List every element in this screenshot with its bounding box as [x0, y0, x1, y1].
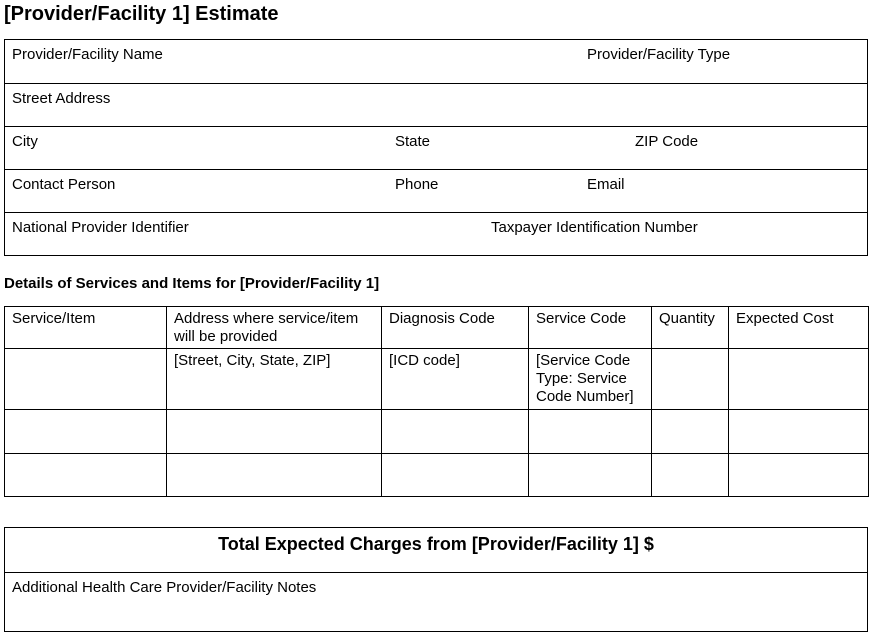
contact-person-label: Contact Person [12, 176, 116, 193]
page-title: [Provider/Facility 1] Estimate [4, 3, 279, 25]
notes-label: Additional Health Care Provider/Facility Notes [12, 579, 317, 596]
provider-type-label: Provider/Facility Type [587, 46, 731, 63]
table-cell-diagnosis-code[interactable] [382, 454, 529, 497]
total-charges-label: Total Expected Charges from [Provider/Facility 1] $ [218, 534, 654, 554]
provider-name-label: Provider/Facility Name [12, 46, 163, 63]
table-cell-service-item[interactable] [5, 454, 167, 497]
column-header-service-code: Service Code [529, 307, 652, 349]
table-cell-address[interactable] [167, 454, 382, 497]
table-row [5, 410, 869, 454]
table-cell-quantity[interactable] [652, 454, 729, 497]
zip-code-label: ZIP Code [635, 133, 699, 150]
provider-info-box [4, 39, 868, 256]
table-cell-diagnosis-code[interactable] [382, 410, 529, 454]
street-address-label: Street Address [12, 90, 111, 107]
table-cell-address[interactable]: [Street, City, State, ZIP] [167, 349, 382, 410]
services-header-row [5, 307, 869, 349]
phone-label: Phone [395, 176, 439, 193]
column-header-service-item: Service/Item [5, 307, 167, 349]
tin-label: Taxpayer Identification Number [491, 219, 698, 236]
services-table [4, 306, 869, 497]
city-state-zip-row [5, 127, 867, 170]
table-cell-expected-cost[interactable] [729, 410, 869, 454]
table-cell-service-code[interactable] [529, 454, 652, 497]
column-header-address: Address where service/item will be provided [167, 307, 382, 349]
city-label: City [12, 133, 38, 150]
table-cell-quantity[interactable] [652, 349, 729, 410]
state-label: State [395, 133, 431, 150]
total-charges-row [5, 528, 867, 573]
table-cell-quantity[interactable] [652, 410, 729, 454]
services-heading: Details of Services and Items for [Provider/Facility 1] [4, 275, 380, 292]
table-cell-service-code[interactable]: [Service Code Type: Service Code Number] [529, 349, 652, 410]
table-cell-diagnosis-code[interactable]: [ICD code] [382, 349, 529, 410]
table-cell-service-code[interactable] [529, 410, 652, 454]
contact-row [5, 170, 867, 213]
table-row [5, 454, 869, 497]
npi-label: National Provider Identifier [12, 219, 189, 236]
table-cell-service-item[interactable] [5, 410, 167, 454]
column-header-diagnosis-code: Diagnosis Code [382, 307, 529, 349]
notes-row [5, 573, 867, 631]
totals-box [4, 527, 868, 632]
table-cell-expected-cost[interactable] [729, 349, 869, 410]
table-cell-expected-cost[interactable] [729, 454, 869, 497]
table-row [5, 349, 869, 410]
provider-name-row [5, 40, 867, 84]
column-header-expected-cost: Expected Cost [729, 307, 869, 349]
table-cell-service-item[interactable] [5, 349, 167, 410]
email-label: Email [587, 176, 625, 193]
identifier-row [5, 213, 867, 255]
table-cell-address[interactable] [167, 410, 382, 454]
column-header-quantity: Quantity [652, 307, 729, 349]
street-address-row [5, 84, 867, 127]
